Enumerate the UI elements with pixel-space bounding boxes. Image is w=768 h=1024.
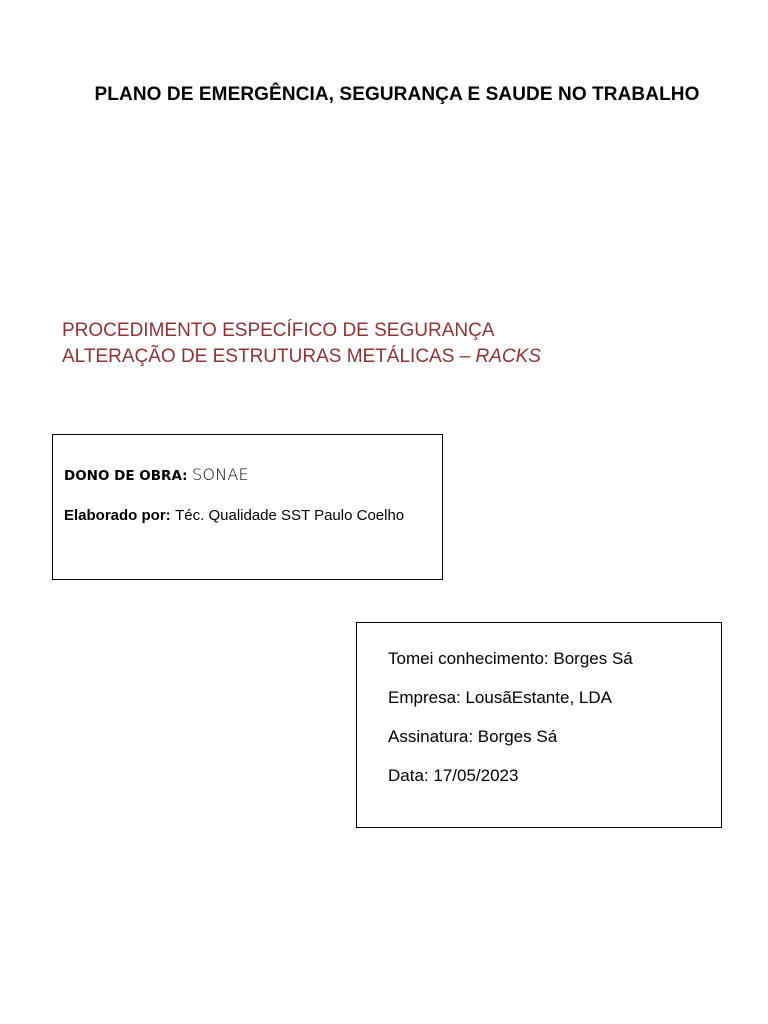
procedure-title-line1: PROCEDIMENTO ESPECÍFICO DE SEGURANÇA	[62, 320, 495, 341]
prepared-by-value: Téc. Qualidade SST Paulo Coelho	[175, 507, 405, 524]
signature: Assinatura: Borges Sá	[388, 727, 558, 746]
prepared-by-row	[64, 507, 404, 525]
document-title: PLANO DE EMERGÊNCIA, SEGURANÇA E SAUDE NO TRABALHO	[94, 84, 700, 105]
owner-label: DONO DE OBRA:	[64, 468, 188, 484]
acknowledgement-box	[356, 622, 722, 828]
acknowledged-by: Tomei conhecimento: Borges Sá	[388, 649, 633, 668]
procedure-title-line2	[62, 344, 541, 370]
procedure-title-line2-text: ALTERAÇÃO DE ESTRUTURAS METÁLICAS –	[62, 346, 476, 367]
procedure-title-racks: RACKS	[475, 346, 541, 367]
owner-info-box	[52, 434, 443, 580]
prepared-by-label: Elaborado por:	[64, 507, 171, 524]
date: Data: 17/05/2023	[388, 766, 519, 785]
owner-row	[64, 465, 249, 485]
procedure-heading	[62, 318, 541, 370]
company: Empresa: LousãEstante, LDA	[388, 688, 612, 707]
owner-value: SONAE	[192, 465, 249, 484]
